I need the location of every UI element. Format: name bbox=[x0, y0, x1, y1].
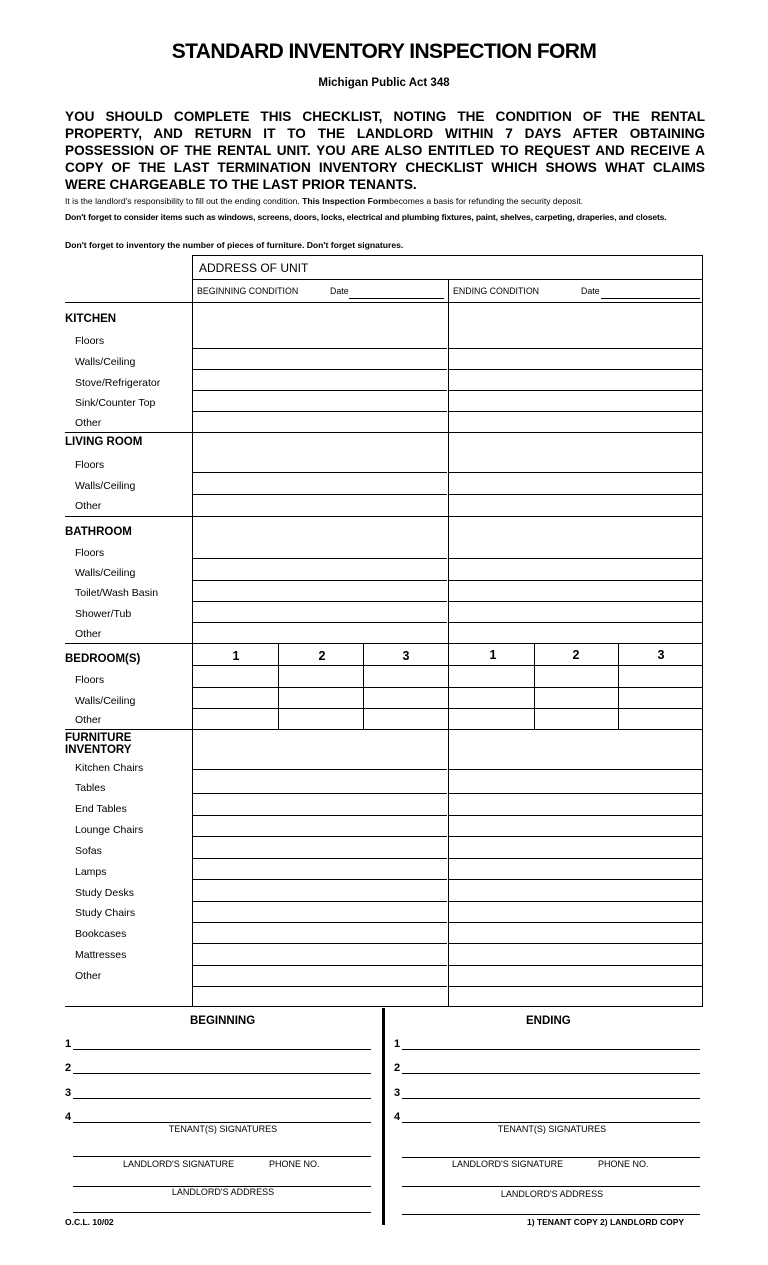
beginning-condition-label: BEGINNING CONDITION bbox=[197, 286, 299, 296]
row-line bbox=[192, 793, 447, 794]
section-divider bbox=[65, 516, 702, 517]
bedroom-number-ending-2: 2 bbox=[572, 648, 580, 662]
row-line bbox=[449, 965, 702, 966]
furniture-item-other: Other bbox=[75, 970, 102, 982]
bedrooms-item-floors: Floors bbox=[75, 674, 105, 686]
copy-distribution: 1) TENANT COPY 2) LANDLORD COPY bbox=[527, 1217, 685, 1227]
tenant-line-number-beginning-2: 2 bbox=[65, 1062, 72, 1074]
beginning-date-line bbox=[349, 298, 444, 299]
kitchen-heading: KITCHEN bbox=[65, 313, 117, 325]
ending-condition-label: ENDING CONDITION bbox=[453, 286, 540, 296]
beginning-date-label: Date bbox=[330, 286, 349, 296]
tenant-signatures-caption-beginning: TENANT(S) SIGNATURES bbox=[168, 1124, 278, 1134]
row-line bbox=[192, 922, 447, 923]
note-1-b: This Inspection Form bbox=[302, 196, 390, 206]
row-line bbox=[192, 369, 447, 370]
row-line bbox=[192, 769, 447, 770]
row-line bbox=[192, 943, 447, 944]
landlord-address-caption-ending: LANDLORD'S ADDRESS bbox=[500, 1189, 604, 1199]
landlord-address-line-2-ending bbox=[402, 1214, 700, 1215]
form-code: O.C.L. 10/02 bbox=[65, 1217, 114, 1227]
tenant-signature-line-ending-3 bbox=[402, 1098, 700, 1099]
kitchen-item-walls-ceiling: Walls/Ceiling bbox=[75, 356, 136, 368]
bedroom-number-beginning-2: 2 bbox=[318, 649, 326, 663]
section-divider bbox=[65, 643, 702, 644]
row-line bbox=[192, 472, 447, 473]
furniture-heading: FURNITURE bbox=[65, 732, 132, 744]
section-divider bbox=[65, 432, 702, 433]
kitchen-item-floors: Floors bbox=[75, 335, 105, 347]
section-divider bbox=[65, 1006, 702, 1007]
address-top-line bbox=[192, 255, 702, 256]
landlord-signature-line-ending bbox=[402, 1157, 700, 1158]
tenant-signature-line-beginning-3 bbox=[73, 1098, 371, 1099]
tenant-notice: YOU SHOULD COMPLETE THIS CHECKLIST, NOTING THE CONDITION OF THE RENTAL PROPERTY, AND RETURN IT TO THE LANDLORD WITHIN 7 DAYS AFTER OBTAINING POSSESSION OF THE RENTAL UNIT. YOU ARE ALSO ENTITLED TO REQUEST AND RECEIVE A COPY OF THE LAST TERMINATION INVENTORY CHECKLIST WHICH SHOWS WHAT CLAIMS WERE CHARGEABLE TO THE LAST PRIOR TENANTS. bbox=[65, 109, 705, 192]
row-line bbox=[449, 879, 702, 880]
note-consider-items: Don't forget to consider items such as windows, screens, doors, locks, electrical and plumbing fixtures, paint, shelves, carpeting, draperies, and closets. bbox=[65, 212, 667, 222]
bedroom-row-line bbox=[192, 665, 702, 666]
furniture-item-bookcases: Bookcases bbox=[75, 928, 127, 940]
row-line bbox=[192, 558, 447, 559]
landlord-signature-line-beginning bbox=[73, 1156, 371, 1157]
tenant-signatures-caption-ending: TENANT(S) SIGNATURES bbox=[497, 1124, 607, 1134]
tenant-signature-line-ending-4 bbox=[402, 1122, 700, 1123]
note-1-a: It is the landlord's responsibility to fill out the ending condition. bbox=[65, 196, 303, 206]
note-landlord-responsibility bbox=[65, 196, 705, 207]
living-room-item-walls-ceiling: Walls/Ceiling bbox=[75, 480, 136, 492]
bedroom-number-beginning-3: 3 bbox=[402, 649, 410, 663]
bedroom-row-line bbox=[192, 687, 702, 688]
tenant-line-number-beginning-3: 3 bbox=[65, 1087, 72, 1099]
bathroom-heading: BATHROOM bbox=[65, 526, 132, 538]
furniture-item-study-chairs: Study Chairs bbox=[75, 907, 136, 919]
row-line bbox=[192, 901, 447, 902]
address-bottom-line bbox=[192, 279, 702, 280]
tenant-line-number-ending-4: 4 bbox=[394, 1111, 401, 1123]
bedrooms-item-other: Other bbox=[75, 714, 102, 726]
tenant-line-number-ending-2: 2 bbox=[394, 1062, 401, 1074]
row-line bbox=[449, 793, 702, 794]
row-line bbox=[449, 836, 702, 837]
row-line bbox=[192, 494, 447, 495]
tenant-signature-line-beginning-2 bbox=[73, 1073, 371, 1074]
signature-divider bbox=[382, 1008, 385, 1225]
tenant-signature-line-beginning-4 bbox=[73, 1122, 371, 1123]
furniture-item-tables: Tables bbox=[75, 782, 106, 794]
row-line bbox=[449, 348, 702, 349]
tenant-line-number-ending-3: 3 bbox=[394, 1087, 401, 1099]
row-line bbox=[449, 943, 702, 944]
tenant-line-number-ending-1: 1 bbox=[394, 1038, 401, 1050]
phone-caption-ending: PHONE NO. bbox=[598, 1159, 649, 1169]
furniture-item-kitchen-chairs: Kitchen Chairs bbox=[75, 762, 144, 774]
row-line bbox=[449, 986, 702, 987]
bedroom-column-line bbox=[534, 643, 535, 729]
living-room-heading: LIVING ROOM bbox=[65, 436, 143, 448]
row-line bbox=[449, 411, 702, 412]
row-line bbox=[449, 494, 702, 495]
bedroom-number-ending-3: 3 bbox=[657, 648, 665, 662]
row-line bbox=[192, 858, 447, 859]
row-line bbox=[449, 558, 702, 559]
section-divider bbox=[65, 729, 702, 730]
row-line bbox=[449, 858, 702, 859]
bedroom-column-line bbox=[618, 643, 619, 729]
form-subtitle: Michigan Public Act 348 bbox=[318, 77, 450, 89]
phone-caption-beginning: PHONE NO. bbox=[269, 1159, 320, 1169]
bedroom-column-line bbox=[363, 643, 364, 729]
bathroom-item-shower-tub: Shower/Tub bbox=[75, 608, 132, 620]
row-line bbox=[192, 348, 447, 349]
row-line bbox=[192, 815, 447, 816]
furniture-item-lounge-chairs: Lounge Chairs bbox=[75, 824, 144, 836]
row-line bbox=[449, 369, 702, 370]
row-line bbox=[192, 390, 447, 391]
row-line bbox=[449, 769, 702, 770]
row-line bbox=[192, 879, 447, 880]
bedrooms-item-walls-ceiling: Walls/Ceiling bbox=[75, 695, 136, 707]
furniture-item-lamps: Lamps bbox=[75, 866, 107, 878]
row-line bbox=[449, 815, 702, 816]
bathroom-item-floors: Floors bbox=[75, 547, 105, 559]
bedroom-row-line bbox=[192, 708, 702, 709]
kitchen-item-sink-counter-top: Sink/Counter Top bbox=[75, 397, 156, 409]
bedroom-number-ending-1: 1 bbox=[489, 648, 497, 662]
header-bottom-line bbox=[65, 302, 702, 303]
bathroom-item-toilet-wash-basin: Toilet/Wash Basin bbox=[75, 587, 159, 599]
beginning-heading: BEGINNING bbox=[190, 1015, 256, 1027]
living-room-item-floors: Floors bbox=[75, 459, 105, 471]
row-line bbox=[449, 622, 702, 623]
kitchen-item-stove-refrigerator: Stove/Refrigerator bbox=[75, 377, 161, 389]
row-line bbox=[192, 411, 447, 412]
landlord-signature-caption-ending: LANDLORD'S SIGNATURE bbox=[452, 1159, 564, 1169]
kitchen-item-other: Other bbox=[75, 417, 102, 429]
row-line bbox=[192, 580, 447, 581]
row-line bbox=[449, 901, 702, 902]
form-title: STANDARD INVENTORY INSPECTION FORM bbox=[171, 40, 597, 63]
landlord-address-caption-beginning: LANDLORD'S ADDRESS bbox=[171, 1187, 275, 1197]
bathroom-item-walls-ceiling: Walls/Ceiling bbox=[75, 567, 136, 579]
address-of-unit-label: ADDRESS OF UNIT bbox=[199, 261, 309, 275]
bathroom-item-other: Other bbox=[75, 628, 102, 640]
landlord-address-line-2-beginning bbox=[73, 1212, 371, 1213]
row-line bbox=[449, 580, 702, 581]
row-line bbox=[449, 472, 702, 473]
condition-divider-line bbox=[448, 279, 449, 1007]
row-line bbox=[449, 601, 702, 602]
furniture-item-end-tables: End Tables bbox=[75, 803, 127, 815]
landlord-signature-caption-beginning: LANDLORD'S SIGNATURE bbox=[123, 1159, 235, 1169]
inventory-heading: INVENTORY bbox=[65, 744, 132, 756]
row-line bbox=[192, 622, 447, 623]
tenant-signature-line-ending-1 bbox=[402, 1049, 700, 1050]
row-line bbox=[192, 965, 447, 966]
furniture-item-mattresses: Mattresses bbox=[75, 949, 127, 961]
furniture-item-sofas: Sofas bbox=[75, 845, 102, 857]
row-line bbox=[192, 836, 447, 837]
living-room-item-other: Other bbox=[75, 500, 102, 512]
tenant-signature-line-ending-2 bbox=[402, 1073, 700, 1074]
bedrooms-heading: BEDROOM(S) bbox=[65, 653, 141, 665]
bedroom-column-line bbox=[278, 643, 279, 729]
ending-heading: ENDING bbox=[526, 1015, 571, 1027]
tenant-signature-line-beginning-1 bbox=[73, 1049, 371, 1050]
label-column-line bbox=[192, 255, 193, 1007]
tenant-line-number-beginning-4: 4 bbox=[65, 1111, 72, 1123]
landlord-address-line-ending bbox=[402, 1186, 700, 1187]
note-furniture-signatures: Don't forget to inventory the number of pieces of furniture. Don't forget signatures. bbox=[65, 240, 404, 250]
tenant-line-number-beginning-1: 1 bbox=[65, 1038, 72, 1050]
row-line bbox=[449, 922, 702, 923]
row-line bbox=[192, 601, 447, 602]
row-line bbox=[192, 986, 447, 987]
note-1-c: becomes a basis for refunding the security deposit. bbox=[389, 196, 584, 206]
furniture-item-study-desks: Study Desks bbox=[75, 887, 134, 899]
bedroom-number-beginning-1: 1 bbox=[232, 649, 240, 663]
right-border-line bbox=[702, 255, 703, 1007]
ending-date-label: Date bbox=[581, 286, 600, 296]
row-line bbox=[449, 390, 702, 391]
ending-date-line bbox=[601, 298, 700, 299]
